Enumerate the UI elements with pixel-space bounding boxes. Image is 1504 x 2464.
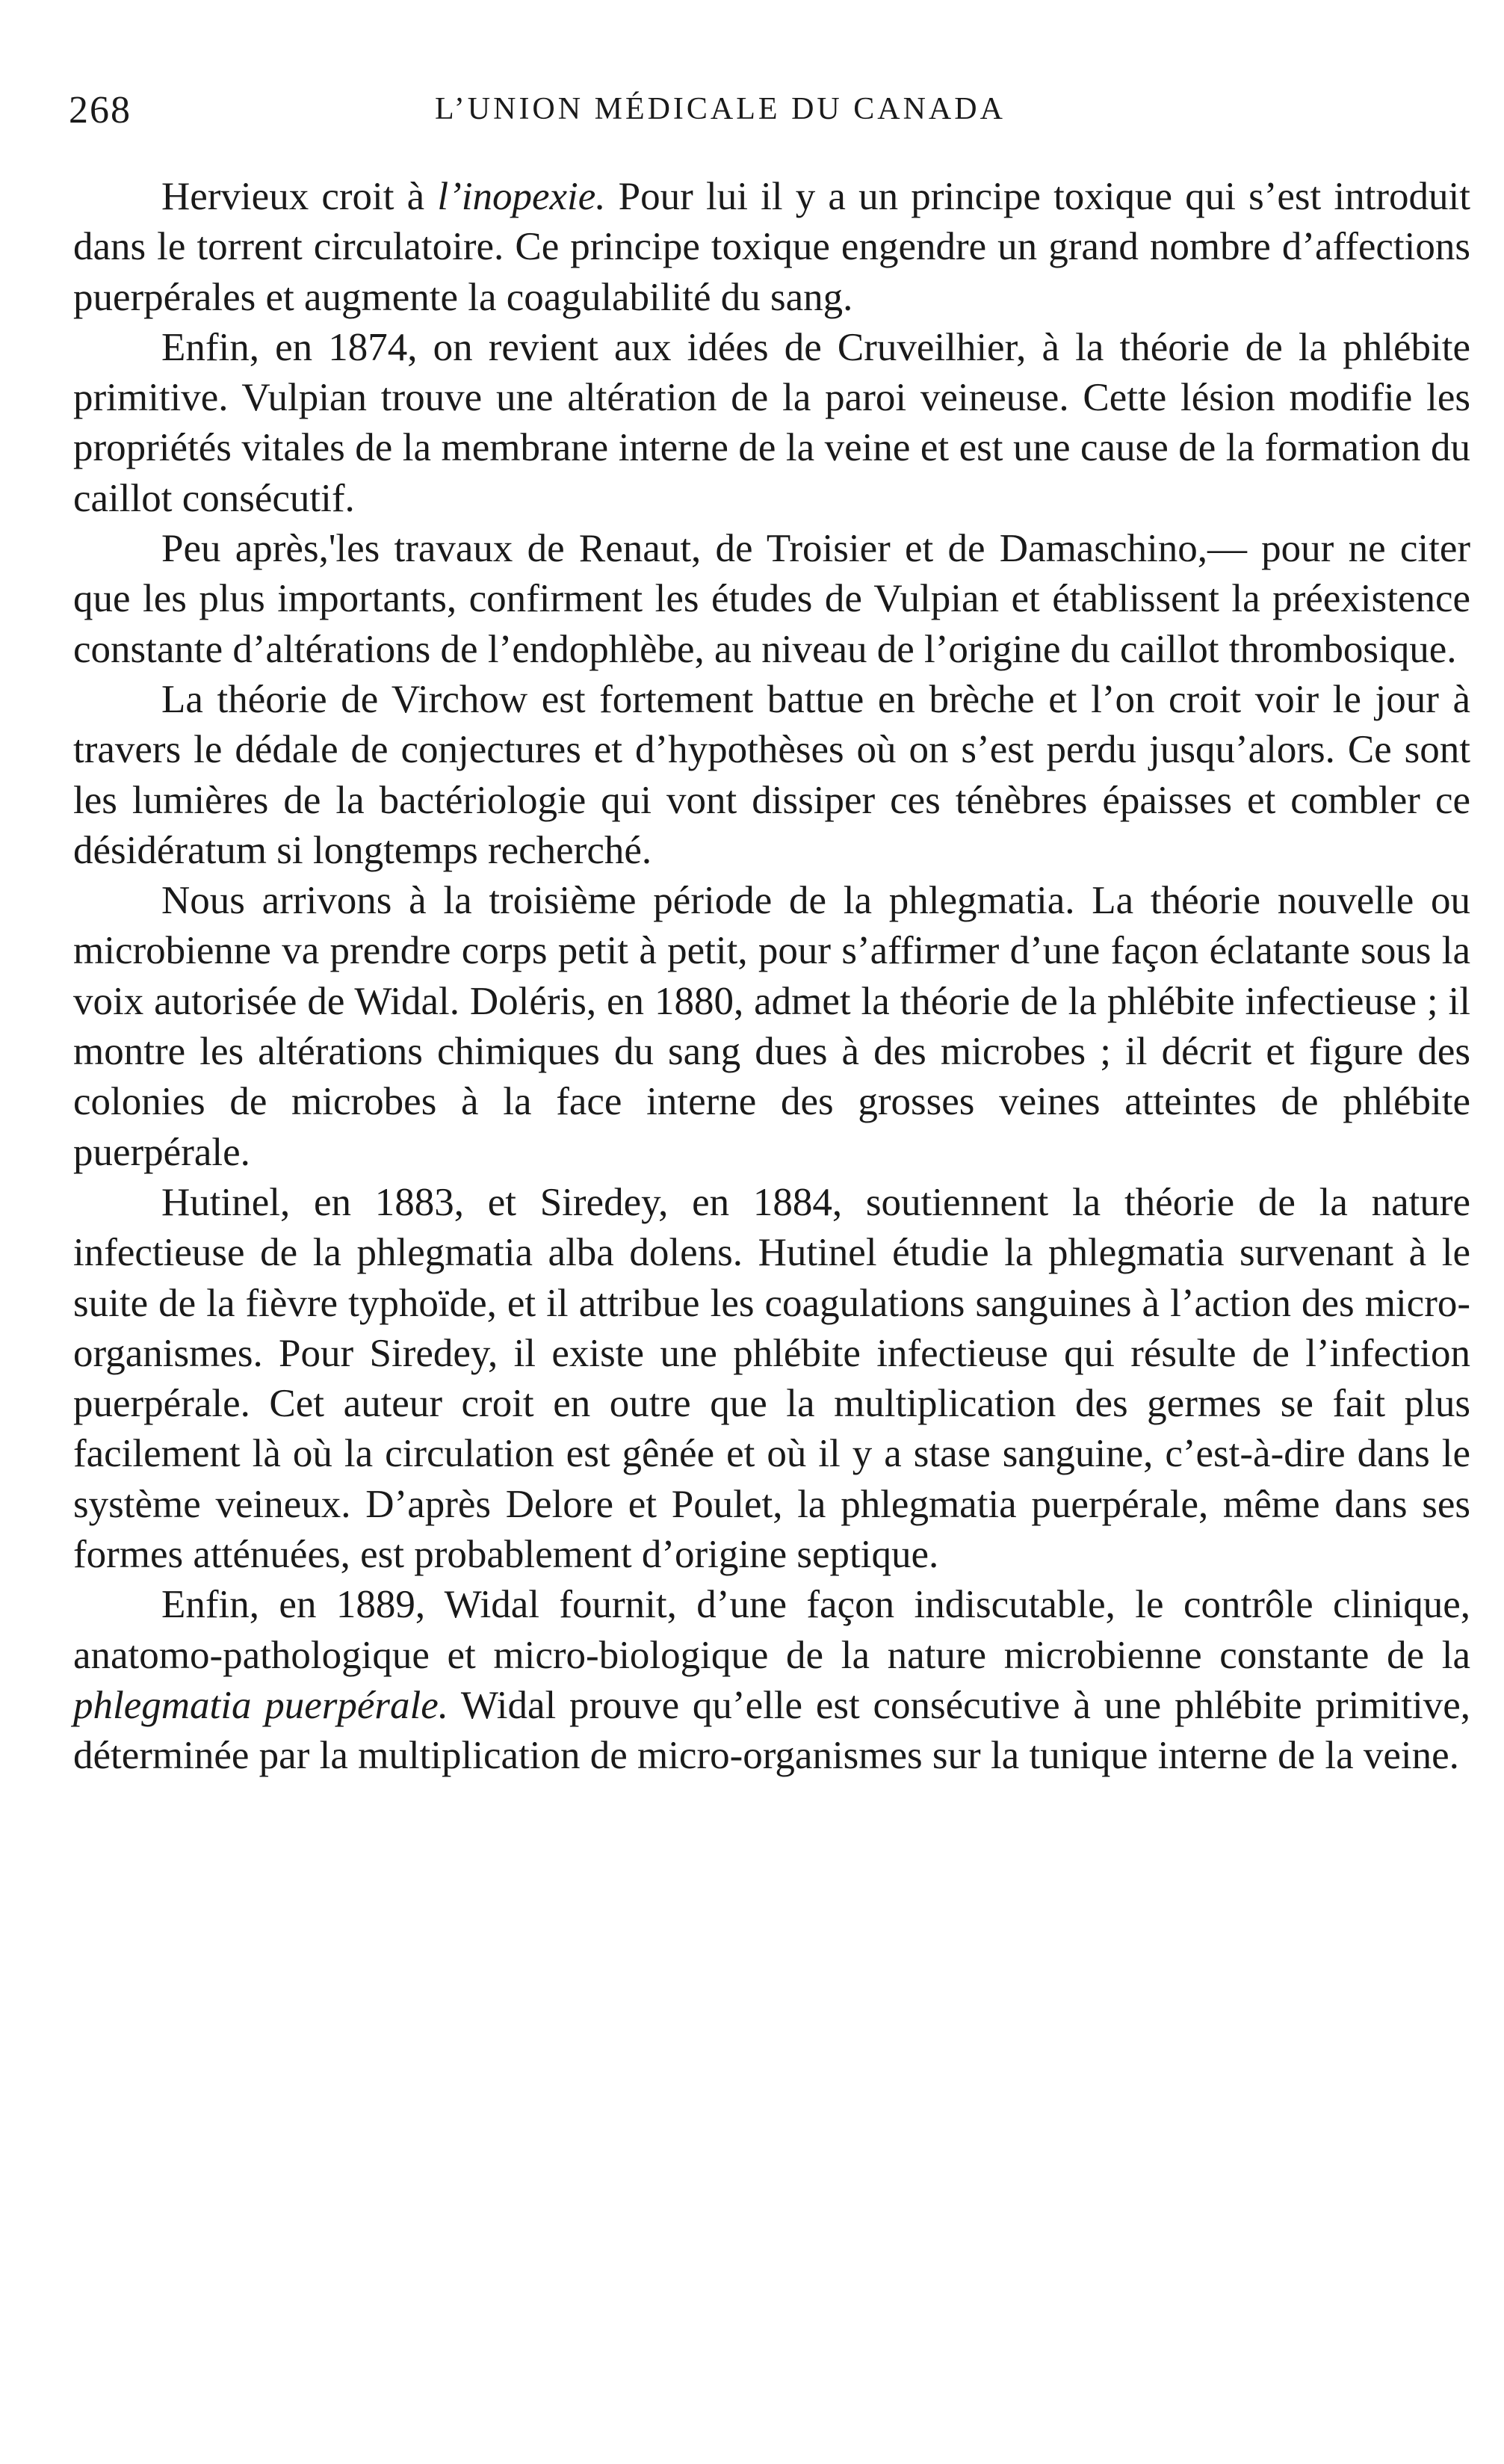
paragraph-7-text-b: Widal prouve qu’elle est consécutive à une phlébite primitive, déterminée par la multiplication de micro-organismes sur la tunique interne de la veine. [73,1683,1471,1778]
paragraph-1-italic-term: l’inopexie. [437,175,606,218]
paragraph-3: Peu après,'les travaux de Renaut, de Troisier et de Damaschino,— pour ne citer que les plus importants, confirment les études de Vulpian et établissent la préexistence constante d’altérations de l’endophlèbe, au niveau de l’origine du caillot thrombosique. [73,527,1470,671]
body-text [73,172,1470,1782]
paragraph-6: Hutinel, en 1883, et Siredey, en 1884, soutiennent la théorie de la nature infectieuse de la phlegmatia alba dolens. Hutinel étudie la phlegmatia survenant à le suite de la fièvre typhoïde, et il attribue les coagulations sanguines à l’action des micro-organismes. Pour Siredey, il existe une phlébite infectieuse qui résulte de l’infection puerpérale. Cet auteur croit en outre que la multiplication des germes se fait plus facilement là où la circulation est gênée et où il y a stase sanguine, c’est-à-dire dans le système veineux. D’après Delore et Poulet, la phlegmatia puerpérale, même dans ses formes atténuées, est probablement d’origine septique. [73,1180,1470,1577]
paragraph-2: Enfin, en 1874, on revient aux idées de Cruveilhier, à la théorie de la phlébite primitive. Vulpian trouve une altération de la paroi veineuse. Cette lésion modifie les propriétés vitales de la membrane interne de la veine et est une cause de la formation du caillot consécutif. [73,325,1470,520]
paragraph-1-text-a: Hervieux croit à [161,175,438,218]
paragraph-5: Nous arrivons à la troisième période de la phlegmatia. La théorie nouvelle ou microbienne va prendre corps petit à petit, pour s’affirmer d’une façon éclatante sous la voix autorisée de Widal. Doléris, en 1880, admet la théorie de la phlébite infectieuse ; il montre les altérations chimiques du sang dues à des microbes ; il décrit et figure des colonies de microbes à la face interne des grosses veines atteintes de phlébite puerpérale. [73,879,1470,1174]
page-number: 268 [69,89,131,132]
page-header [69,88,1473,141]
paragraph-4: La théorie de Virchow est fortement battue en brèche et l’on croit voir le jour à travers le dédale de conjectures et d’hypothèses où on s’est perdu jusqu’alors. Ce sont les lumières de la bactériologie qui vont dissiper ces ténèbres épaisses et combler ce désidératum si longtemps recherché. [73,677,1470,872]
paragraph-1-text-b: Pour lui il y a un principe toxique qui s’est introduit dans le torrent circulatoire. Ce principe toxique engendre un grand nombre d’affections puerpérales et augmente la coagulabilité du sang. [73,175,1470,319]
paragraph-7 [73,1580,1470,1781]
paragraph-1 [73,172,1470,323]
paragraph-7-italic-term: phlegmatia puerpérale. [73,1683,449,1727]
paragraph-7-text-a: Enfin, en 1889, Widal fournit, d’une façon indiscutable, le contrôle clinique, anatomo-pathologique et micro-biologique de la nature microbienne constante de la [73,1583,1470,1677]
running-title: L’UNION MÉDICALE DU CANADA [435,92,1006,126]
